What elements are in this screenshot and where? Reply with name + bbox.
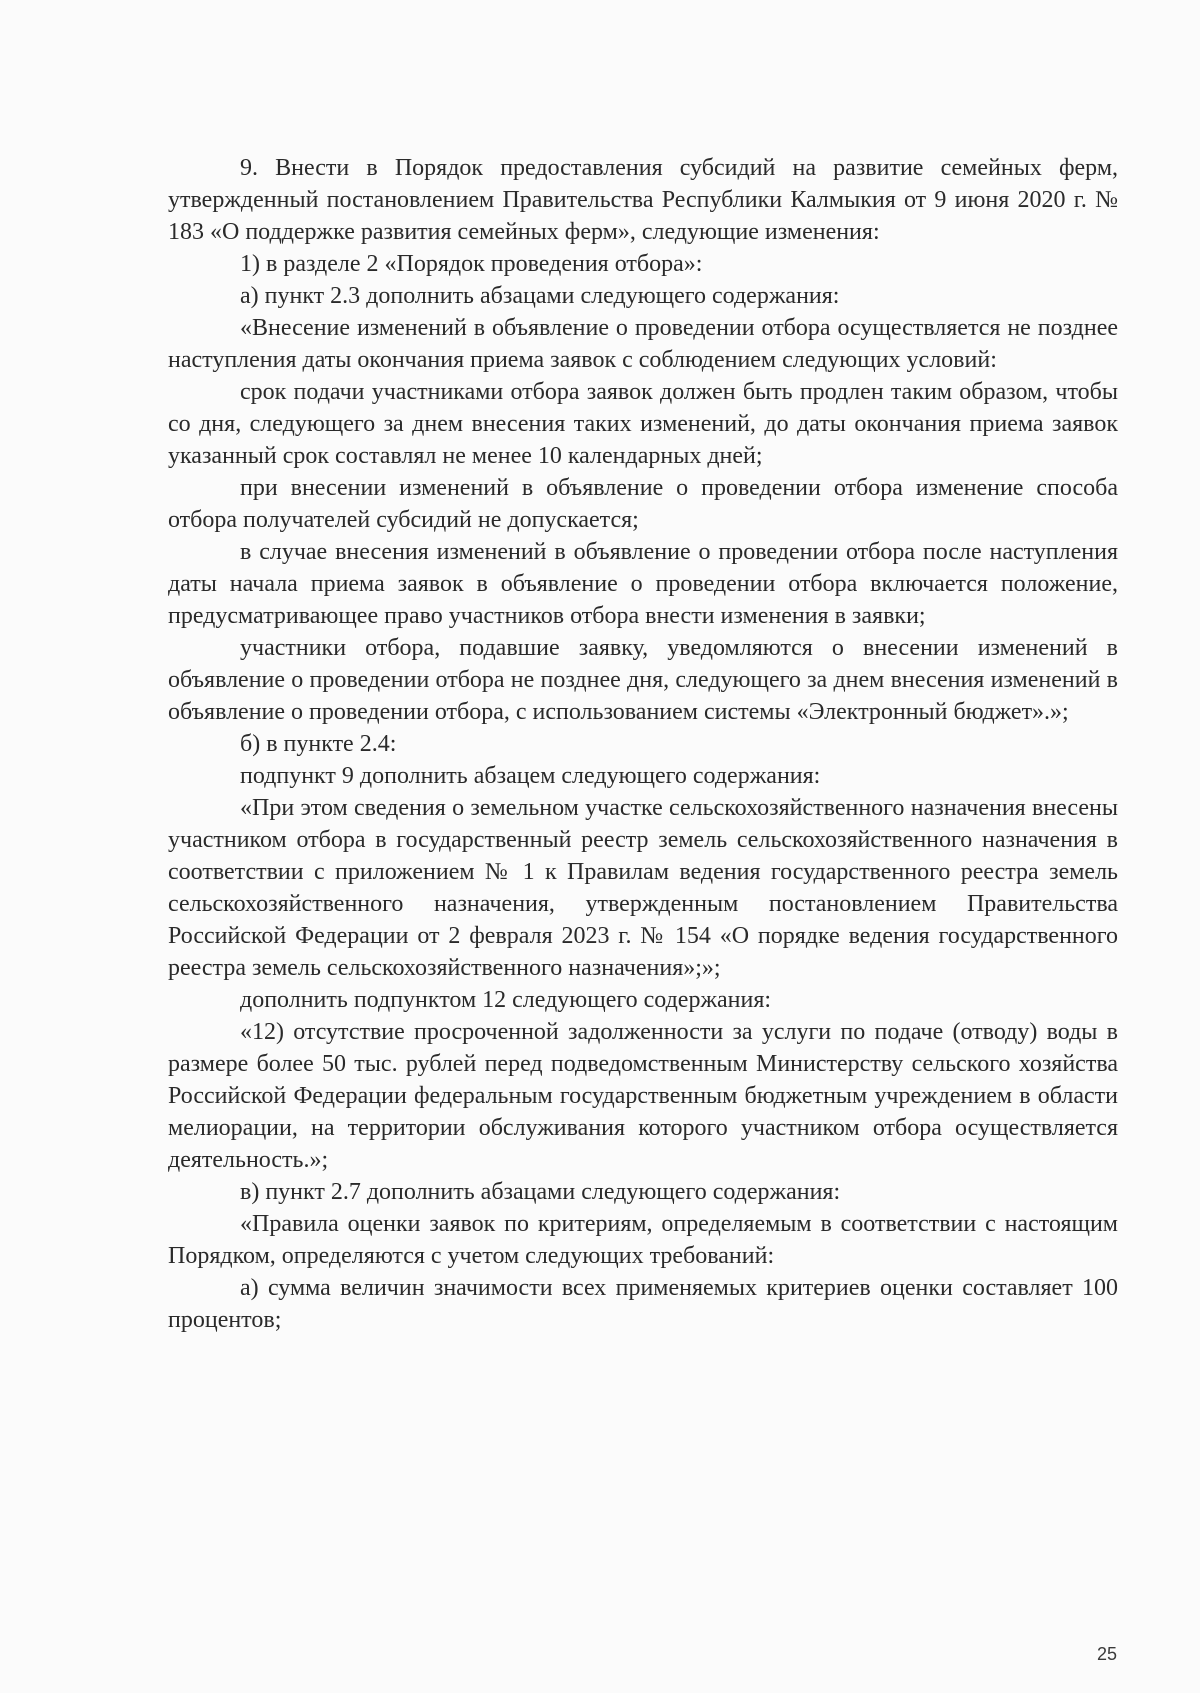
paragraph-participant-notice: участники отбора, подавшие заявку, уведомляются о внесении изменений в объявление о проведении отбора не позднее дня, следующего за днем внесения изменений в объявление о проведении отбора, с использованием системы «Электронный бюджет».»; [168,635,1118,725]
paragraph-subpoint-9: подпункт 9 дополнить абзацем следующего содержания: [240,763,821,789]
paragraph-deadline-extension: срок подачи участниками отбора заявок должен быть продлен таким образом, чтобы со дня, следующего за днем внесения таких изменений, до даты окончания приема заявок указанный срок составлял не менее 10 календарных дней; [168,379,1118,469]
paragraph-application-changes: в случае внесения изменений в объявление о проведении отбора после наступления даты начала приема заявок в объявление о проведении отбора включается положение, предусматривающее право участников отбора внести изменения в заявки; [168,539,1118,629]
paragraph-selection-method: при внесении изменений в объявление о проведении отбора изменение способа отбора получателей субсидий не допускается; [168,475,1118,533]
paragraph-point-2-3: а) пункт 2.3 дополнить абзацами следующего содержания: [240,283,840,309]
paragraph-item-9-intro: 9. Внести в Порядок предоставления субсидий на развитие семейных ферм, утвержденный постановлением Правительства Республики Калмыкия от 9 июня 2020 г. № 183 «О поддержке развития семейных ферм», следующие изменения: [168,155,1118,245]
paragraph-point-2-4: б) в пункте 2.4: [240,731,397,757]
page-number: 25 [1097,1644,1118,1664]
paragraph-section-2: 1) в разделе 2 «Порядок проведения отбора»: [240,251,703,277]
paragraph-criteria-sum: а) сумма величин значимости всех применяемых критериев оценки составляет 100 процентов; [168,1275,1118,1333]
document-body [168,152,1118,1336]
paragraph-evaluation-rules: «Правила оценки заявок по критериям, определяемым в соответствии с настоящим Порядком, определяются с учетом следующих требований: [168,1211,1118,1269]
paragraph-point-2-7: в) пункт 2.7 дополнить абзацами следующего содержания: [240,1179,841,1205]
paragraph-land-registry: «При этом сведения о земельном участке сельскохозяйственного назначения внесены участником отбора в государственный реестр земель сельскохозяйственного назначения в соответствии с приложением № 1 к Правилам ведения государственного реестра земель сельскохозяйственного назначения, утвержденным постановлением Правительства Российской Федерации от 2 февраля 2023 г. № 154 «О порядке ведения государственного реестра земель сельскохозяйственного назначения»;»; [168,795,1118,981]
paragraph-subpoint-12-text: «12) отсутствие просроченной задолженности за услуги по подаче (отводу) воды в размере более 50 тыс. рублей перед подведомственным Министерству сельского хозяйства Российской Федерации федеральным государственным бюджетным учреждением в области мелиорации, на территории обслуживания которого участником отбора осуществляется деятельность.»; [168,1019,1118,1173]
paragraph-amendment-intro: «Внесение изменений в объявление о проведении отбора осуществляется не позднее наступления даты окончания приема заявок с соблюдением следующих условий: [168,315,1118,373]
paragraph-subpoint-12-intro: дополнить подпунктом 12 следующего содержания: [240,987,772,1013]
